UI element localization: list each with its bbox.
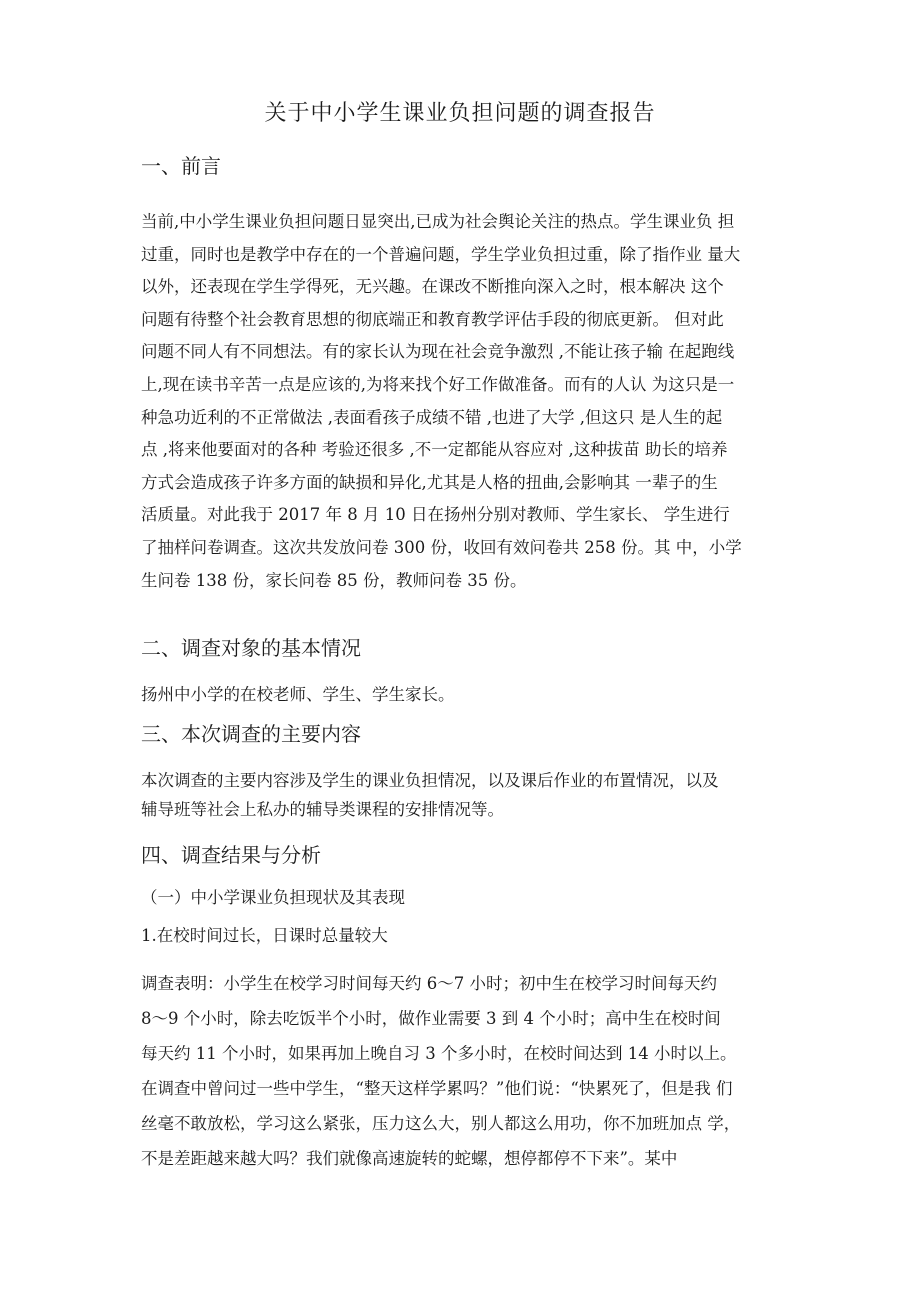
subjects-text: 扬州中小学的在校老师、学生、学生家长。 xyxy=(141,685,455,704)
section-heading-content: 三、本次调查的主要内容 xyxy=(141,722,361,746)
paragraph-line: 问题有待整个社会教育思想的彻底端正和教育教学评估手段的彻底更新。 但对此 xyxy=(141,309,724,329)
paragraph-line: 过重，同时也是教学中存在的一个普遍问题，学生学业负担过重，除了指作业 量大 xyxy=(141,244,741,264)
paragraph-line: 生问卷 138 份，家长问卷 85 份，教师问卷 35 份。 xyxy=(141,570,527,590)
paragraph-line: 每天约 11 个小时，如果再加上晚自习 3 个多小时，在校时间达到 14 小时以上。 xyxy=(141,1044,737,1063)
results-point-heading: 1.在校时间过长，日课时总量较大 xyxy=(141,926,388,945)
results-subheading: （一）中小学课业负担现状及其表现 xyxy=(141,888,405,907)
section-heading-results: 四、调查结果与分析 xyxy=(141,843,321,867)
paragraph-line: 辅导班等社会上私办的辅导类课程的安排情况等。 xyxy=(141,800,504,819)
paragraph-line: 问题不同人有不同想法。有的家长认为现在社会竞争激烈 ,不能让孩子输 在起跑线 xyxy=(141,342,735,362)
paragraph-line: 方式会造成孩子许多方面的缺损和异化,尤其是人格的扭曲,会影响其 一辈子的生 xyxy=(141,472,718,492)
paragraph-line: 活质量。对此我于 2017 年 8 月 10 日在扬州分别对教师、学生家长、 学生进行 xyxy=(141,505,730,525)
paragraph-line: 上,现在读书辛苦一点是应该的,为将来找个好工作做准备。而有的人认 为这只是一 xyxy=(141,374,735,394)
paragraph-line: 不是差距越来越大吗？我们就像高速旋转的蛇螺，想停都停不下来”。某中 xyxy=(141,1149,678,1168)
results-paragraph xyxy=(141,966,811,1176)
paragraph-line: 当前,中小学生课业负担问题日显突出,已成为社会舆论关注的热点。学生课业负 担 xyxy=(141,212,735,231)
section-heading-preface: 一、前言 xyxy=(141,154,221,178)
paragraph-line: 调查表明：小学生在校学习时间每天约 6～7 小时；初中生在校学习时间每天约 xyxy=(141,974,717,993)
paragraph-line: 在调查中曾问过一些中学生，“整天这样学累吗？”他们说：“快累死了，但是我 们 xyxy=(141,1079,733,1098)
paragraph-line: 以外，还表现在学生学得死，无兴趣。在课改不断推向深入之时，根本解决 这个 xyxy=(141,277,724,297)
paragraph-line: 8～9 个小时，除去吃饭半个小时，做作业需要 3 到 4 个小时；高中生在校时间 xyxy=(141,1009,721,1028)
paragraph-line: 点 ,将来他要面对的各种 考验还很多 ,不一定都能从容应对 ,这种拔苗 助长的培养 xyxy=(141,440,728,460)
content-paragraph xyxy=(141,766,811,824)
paragraph-line: 种急功近利的不正常做法 ,表面看孩子成绩不错 ,也进了大学 ,但这只 是人生的起 xyxy=(141,407,723,427)
preface-paragraph xyxy=(141,206,811,597)
paragraph-line: 了抽样问卷调查。这次共发放问卷 300 份，收回有效问卷共 258 份。其 中，小学 xyxy=(141,537,742,557)
paragraph-line: 丝毫不敢放松，学习这么紧张，压力这么大，别人都这么用功，你不加班加点 学， xyxy=(141,1114,741,1133)
paragraph-line: 本次调查的主要内容涉及学生的课业负担情况，以及课后作业的布置情况，以及 xyxy=(141,771,719,790)
section-heading-subjects: 二、调查对象的基本情况 xyxy=(141,636,361,660)
document-title: 关于中小学生课业负担问题的调查报告 xyxy=(264,101,656,126)
